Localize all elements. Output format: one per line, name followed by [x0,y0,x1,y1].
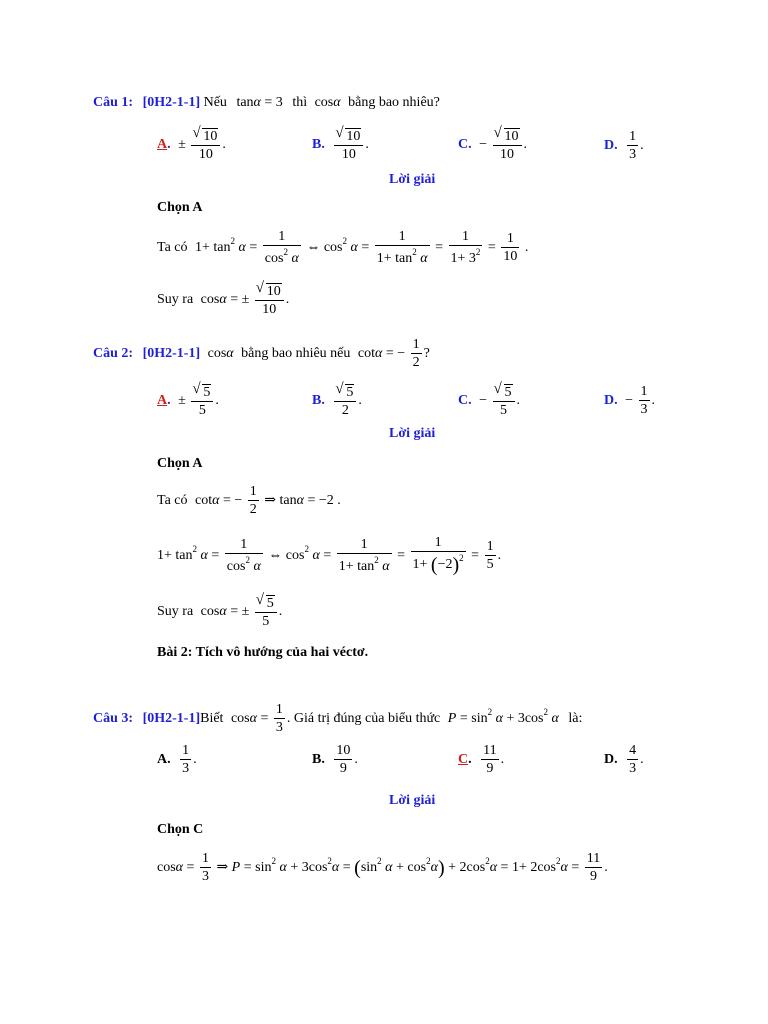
solution-title: Lời giải [389,172,436,187]
solution-line: Suy ra cosα = ± √ $\frac{10}{10}$ . [157,283,289,317]
option-label: B. [312,393,325,409]
option-value: $\frac{10}{9}$ . [336,743,358,776]
solution-text: Suy ra [157,604,194,620]
formula: tanα = 3 [236,95,283,110]
chosen-answer: Chọn C [157,822,204,837]
option-value: $\frac{4}{3}$ . [629,743,644,776]
option-label: A [157,137,168,153]
formula: cosα = $\frac{1}{3}$ [230,702,283,735]
option-value: $\frac{11}{9}$ . [483,743,505,776]
option-value: − √ $\frac{10}{10}$ . [479,137,527,152]
question-text: là: [568,711,583,727]
solution-line: Ta có cotα = − $\frac{1}{2}$ ⇒ tanα = −2 . [157,484,341,517]
solution-line: cosα = $\frac{1}{3}$ ⇒ $P = \sin^2 \alpha + 3\cos^2\alpha = (\sin^2$ $\alpha + \cos^2\alpha) + 2\cos^2\alpha = 1+ 2\cos^2\alpha$ = $\frac{11}{9}$ . [157,851,608,884]
solution-text: Ta có [157,240,188,256]
question-code: [0H2-1-1] [142,711,201,727]
option-d[interactable] [604,385,655,417]
chosen-answer: Chọn A [157,200,203,215]
option-c[interactable] [458,128,527,162]
option-a[interactable]: A. ± √ $\frac{5}{5}$ . [157,384,219,418]
option-label: A. [157,752,171,768]
question-2 [93,338,430,370]
section-heading: Bài 2: Tích vô hướng của hai véctơ. [157,645,369,660]
solution-line: Suy ra cosα = ± √ $\frac{5}{5}$ . [157,595,282,629]
solution-line: Ta có $1+ \tan^2 \alpha$ = $\frac{1}{\cos^2 \alpha}$ ⇔ $\cos^2 \alpha$ = $\frac{1}{1+ \tan^2 \alpha}$ = $\frac{1}{1+ 3^2}$ = $\frac{1}{10}$ . [157,229,529,266]
option-value: ± √ $\frac{5}{5}$ . [178,393,219,408]
question-text: bằng bao nhiêu? [348,95,440,110]
solution-title: Lời giải [389,426,436,441]
solution-text: Ta có [157,493,188,509]
question-text: bằng bao nhiêu nếu [241,346,351,362]
option-b[interactable] [312,384,362,418]
option-value: − $\frac{1}{3}$ . [625,384,656,417]
question-text: Biết [200,711,224,727]
solution-text: Suy ra [157,292,194,308]
formula: cotα = − $\frac{1}{2}$ ? [357,337,430,370]
option-d[interactable] [604,744,644,776]
formula: $P = \sin^2 \alpha + 3\cos^2$ α [447,707,559,727]
chosen-answer: Chọn A [157,456,203,471]
option-label: B. [312,752,325,768]
option-value: $\frac{1}{3}$ . [182,743,197,776]
option-a[interactable]: A. ± √ $\frac{10}{10}$ . [157,128,226,162]
question-label: Câu 1: [93,95,134,110]
formula: cosα [207,346,234,362]
option-a[interactable] [157,744,197,776]
section-heading-text: Bài 2: Tích vô hướng của hai véctơ [157,645,365,660]
question-text: . Giá trị đúng của biểu thức [286,711,441,727]
option-label: A [157,393,168,409]
option-value: √ $\frac{10}{10}$ . [332,137,369,152]
option-label: C [458,752,469,768]
option-c[interactable]: C. $\frac{11}{9}$ . [458,743,505,776]
solution-line: $1+ \tan^2 \alpha$ = $\frac{1}{\cos^2 \alpha}$ ⇔ $\cos^2 \alpha$ = $\frac{1}{1+ \tan^2 \alpha}$ = $\frac{1}{1+ (-2)^2}$ = $\frac{1}{5}$ . [157,535,502,576]
question-text: Nếu [203,95,227,110]
option-label: D. [604,138,618,154]
solution-title: Lời giải [389,793,436,808]
question-1 [93,96,440,110]
question-code: [0H2-1-1] [142,95,201,110]
option-b[interactable] [312,744,358,776]
option-label: C. [458,137,472,153]
option-value: √ $\frac{5}{2}$ . [332,393,362,408]
option-label: D. [604,393,618,409]
option-label: D. [604,752,618,768]
question-label: Câu 2: [93,346,134,362]
option-d[interactable] [604,130,644,162]
question-label: Câu 3: [93,711,134,727]
option-value: $\frac{1}{3}$ . [629,129,644,162]
option-value: ± √ $\frac{10}{10}$ . [178,137,226,152]
option-b[interactable] [312,128,369,162]
option-label: C. [458,393,472,409]
question-text: thì [292,95,308,110]
question-code: [0H2-1-1] [142,346,201,362]
option-label: B. [312,137,325,153]
option-value: − √ $\frac{5}{5}$ . [479,393,520,408]
formula: cosα [314,95,341,110]
question-3 [93,703,582,735]
option-c[interactable] [458,384,520,418]
